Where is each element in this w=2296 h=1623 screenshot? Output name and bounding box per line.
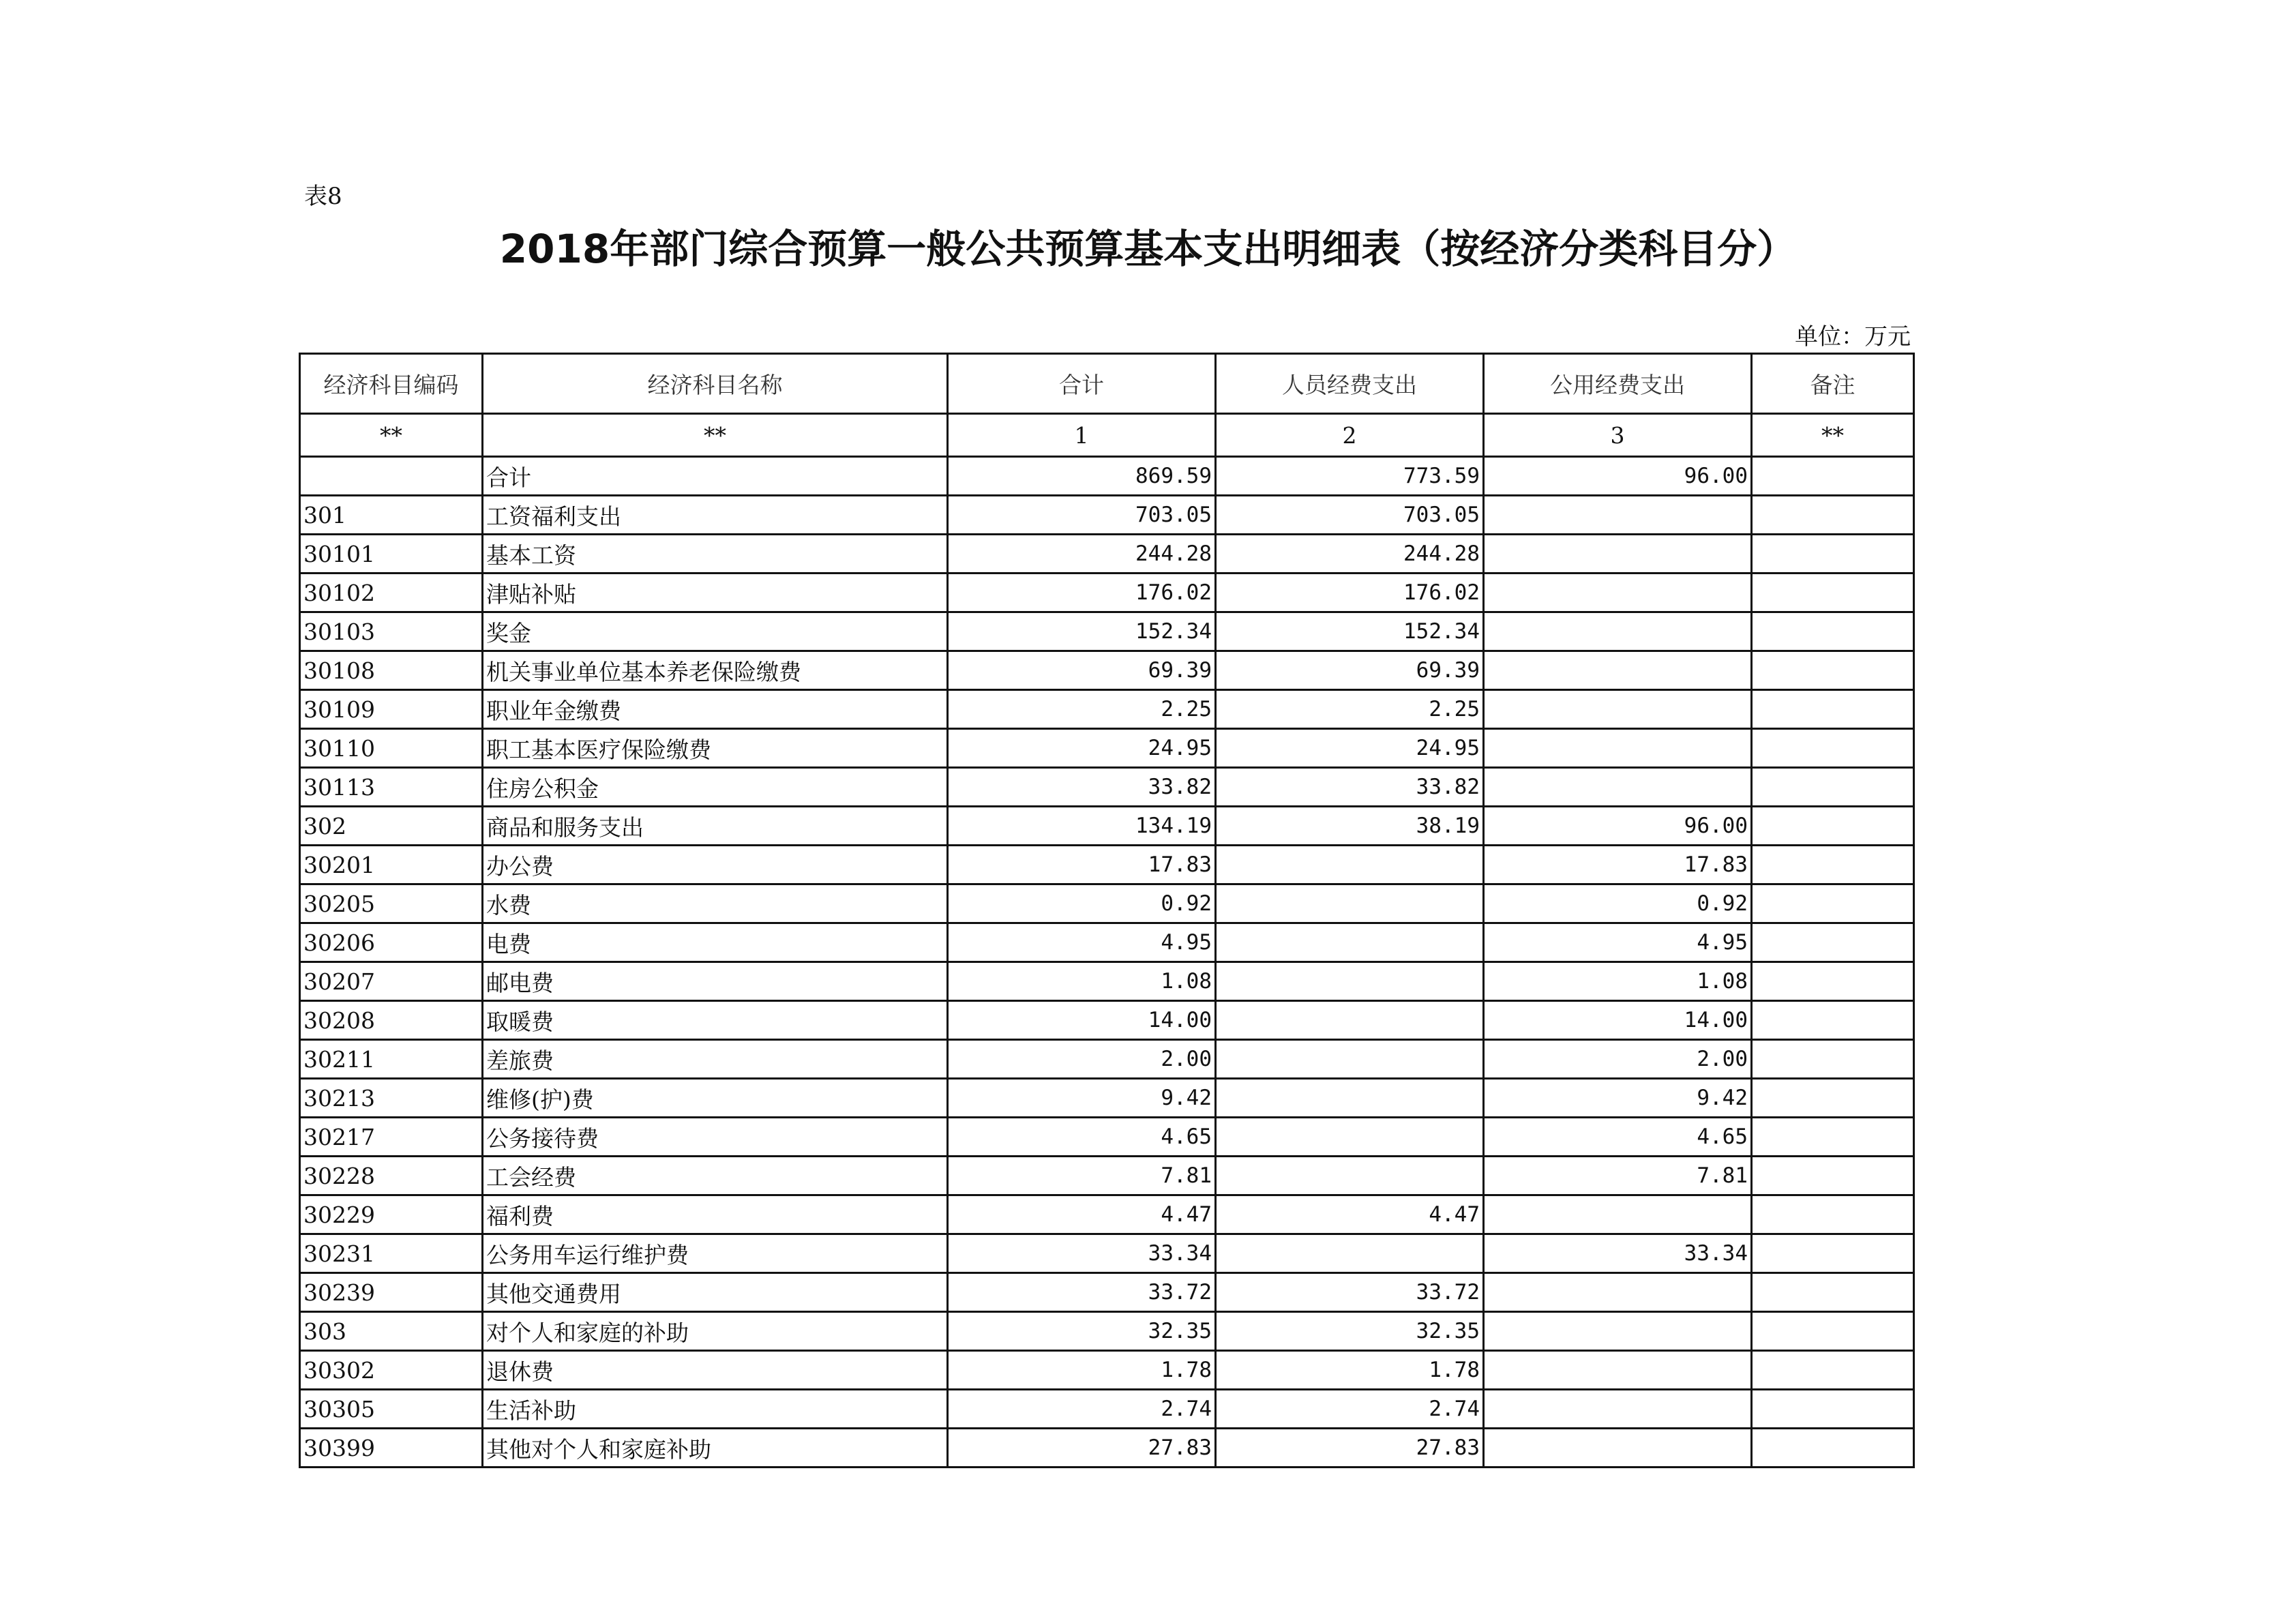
table-row bbox=[300, 807, 1914, 846]
cell-code: 30228 bbox=[300, 1157, 483, 1195]
cell-note bbox=[1752, 768, 1914, 807]
cell-total: 33.72 bbox=[948, 1273, 1216, 1312]
cell-name: 商品和服务支出 bbox=[483, 807, 948, 846]
cell-note bbox=[1752, 535, 1914, 574]
cell-total: 176.02 bbox=[948, 574, 1216, 612]
cell-total: 69.39 bbox=[948, 651, 1216, 690]
cell-personnel: 33.82 bbox=[1216, 768, 1484, 807]
cell-personnel bbox=[1216, 1079, 1484, 1118]
cell-public bbox=[1484, 1390, 1752, 1429]
cell-total: 2.74 bbox=[948, 1390, 1216, 1429]
cell-personnel: 38.19 bbox=[1216, 807, 1484, 846]
cell-note bbox=[1752, 807, 1914, 846]
cell-name: 生活补助 bbox=[483, 1390, 948, 1429]
index-cell: ** bbox=[300, 414, 483, 457]
cell-total: 9.42 bbox=[948, 1079, 1216, 1118]
table-row bbox=[300, 496, 1914, 535]
cell-public: 4.65 bbox=[1484, 1118, 1752, 1157]
cell-name: 机关事业单位基本养老保险缴费 bbox=[483, 651, 948, 690]
cell-note bbox=[1752, 1157, 1914, 1195]
cell-name: 邮电费 bbox=[483, 962, 948, 1001]
cell-total: 33.34 bbox=[948, 1234, 1216, 1273]
table-row bbox=[300, 1118, 1914, 1157]
cell-code: 30229 bbox=[300, 1195, 483, 1234]
cell-note bbox=[1752, 1234, 1914, 1273]
cell-public bbox=[1484, 1195, 1752, 1234]
cell-note bbox=[1752, 884, 1914, 923]
cell-note bbox=[1752, 1351, 1914, 1390]
index-cell: 2 bbox=[1216, 414, 1484, 457]
cell-name: 福利费 bbox=[483, 1195, 948, 1234]
header-public: 公用经费支出 bbox=[1484, 354, 1752, 414]
cell-total: 32.35 bbox=[948, 1312, 1216, 1351]
cell-code: 30109 bbox=[300, 690, 483, 729]
cell-note bbox=[1752, 1273, 1914, 1312]
index-cell: ** bbox=[1752, 414, 1914, 457]
cell-total: 869.59 bbox=[948, 457, 1216, 496]
table-row bbox=[300, 962, 1914, 1001]
table-row bbox=[300, 1001, 1914, 1040]
cell-total: 27.83 bbox=[948, 1429, 1216, 1468]
cell-personnel bbox=[1216, 1001, 1484, 1040]
cell-personnel: 33.72 bbox=[1216, 1273, 1484, 1312]
header-total: 合计 bbox=[948, 354, 1216, 414]
cell-personnel bbox=[1216, 962, 1484, 1001]
table-row bbox=[300, 846, 1914, 884]
cell-code: 30201 bbox=[300, 846, 483, 884]
cell-total: 244.28 bbox=[948, 535, 1216, 574]
cell-public: 2.00 bbox=[1484, 1040, 1752, 1079]
cell-personnel bbox=[1216, 846, 1484, 884]
table-row bbox=[300, 768, 1914, 807]
cell-public bbox=[1484, 496, 1752, 535]
cell-total: 4.65 bbox=[948, 1118, 1216, 1157]
cell-total: 2.00 bbox=[948, 1040, 1216, 1079]
cell-personnel: 703.05 bbox=[1216, 496, 1484, 535]
cell-code: 30206 bbox=[300, 923, 483, 962]
cell-personnel: 69.39 bbox=[1216, 651, 1484, 690]
cell-public: 96.00 bbox=[1484, 807, 1752, 846]
cell-public bbox=[1484, 729, 1752, 768]
cell-personnel: 1.78 bbox=[1216, 1351, 1484, 1390]
cell-code: 30305 bbox=[300, 1390, 483, 1429]
cell-name: 对个人和家庭的补助 bbox=[483, 1312, 948, 1351]
cell-code: 30213 bbox=[300, 1079, 483, 1118]
cell-name: 工会经费 bbox=[483, 1157, 948, 1195]
cell-public: 96.00 bbox=[1484, 457, 1752, 496]
cell-personnel: 773.59 bbox=[1216, 457, 1484, 496]
cell-personnel: 244.28 bbox=[1216, 535, 1484, 574]
cell-name: 工资福利支出 bbox=[483, 496, 948, 535]
cell-code: 301 bbox=[300, 496, 483, 535]
cell-public: 0.92 bbox=[1484, 884, 1752, 923]
cell-public: 7.81 bbox=[1484, 1157, 1752, 1195]
table-row bbox=[300, 1351, 1914, 1390]
unit-label: 单位：万元 bbox=[1795, 323, 1911, 351]
cell-total: 703.05 bbox=[948, 496, 1216, 535]
cell-code: 30103 bbox=[300, 612, 483, 651]
cell-code: 30113 bbox=[300, 768, 483, 807]
header-personnel: 人员经费支出 bbox=[1216, 354, 1484, 414]
cell-public bbox=[1484, 574, 1752, 612]
table-row bbox=[300, 1195, 1914, 1234]
cell-total: 17.83 bbox=[948, 846, 1216, 884]
table-label: 表8 bbox=[304, 183, 342, 210]
cell-code: 302 bbox=[300, 807, 483, 846]
cell-personnel: 152.34 bbox=[1216, 612, 1484, 651]
cell-note bbox=[1752, 962, 1914, 1001]
cell-name: 水费 bbox=[483, 884, 948, 923]
cell-total: 134.19 bbox=[948, 807, 1216, 846]
cell-name: 奖金 bbox=[483, 612, 948, 651]
table-row bbox=[300, 923, 1914, 962]
cell-personnel bbox=[1216, 1157, 1484, 1195]
cell-total: 4.47 bbox=[948, 1195, 1216, 1234]
table-row bbox=[300, 1079, 1914, 1118]
cell-name: 其他交通费用 bbox=[483, 1273, 948, 1312]
cell-personnel: 24.95 bbox=[1216, 729, 1484, 768]
cell-note bbox=[1752, 1195, 1914, 1234]
cell-note bbox=[1752, 846, 1914, 884]
cell-name: 其他对个人和家庭补助 bbox=[483, 1429, 948, 1468]
cell-code: 30239 bbox=[300, 1273, 483, 1312]
table-row bbox=[300, 457, 1914, 496]
cell-note bbox=[1752, 651, 1914, 690]
table-row bbox=[300, 1040, 1914, 1079]
cell-public bbox=[1484, 651, 1752, 690]
index-cell: ** bbox=[483, 414, 948, 457]
header-note: 备注 bbox=[1752, 354, 1914, 414]
cell-public bbox=[1484, 768, 1752, 807]
cell-personnel: 4.47 bbox=[1216, 1195, 1484, 1234]
cell-name: 职业年金缴费 bbox=[483, 690, 948, 729]
table-row bbox=[300, 1312, 1914, 1351]
cell-personnel: 2.25 bbox=[1216, 690, 1484, 729]
table-row bbox=[300, 1429, 1914, 1468]
index-cell: 1 bbox=[948, 414, 1216, 457]
cell-code: 30302 bbox=[300, 1351, 483, 1390]
header-name: 经济科目名称 bbox=[483, 354, 948, 414]
cell-total: 0.92 bbox=[948, 884, 1216, 923]
cell-note bbox=[1752, 1079, 1914, 1118]
table-row bbox=[300, 574, 1914, 612]
cell-code: 30217 bbox=[300, 1118, 483, 1157]
cell-personnel bbox=[1216, 1118, 1484, 1157]
table-row bbox=[300, 1273, 1914, 1312]
table-row bbox=[300, 1390, 1914, 1429]
index-cell: 3 bbox=[1484, 414, 1752, 457]
cell-code: 30102 bbox=[300, 574, 483, 612]
cell-public: 33.34 bbox=[1484, 1234, 1752, 1273]
cell-name: 公务用车运行维护费 bbox=[483, 1234, 948, 1273]
cell-total: 4.95 bbox=[948, 923, 1216, 962]
cell-note bbox=[1752, 496, 1914, 535]
cell-name: 公务接待费 bbox=[483, 1118, 948, 1157]
cell-name: 职工基本医疗保险缴费 bbox=[483, 729, 948, 768]
cell-note bbox=[1752, 1040, 1914, 1079]
cell-name: 取暖费 bbox=[483, 1001, 948, 1040]
cell-personnel: 27.83 bbox=[1216, 1429, 1484, 1468]
cell-personnel bbox=[1216, 1040, 1484, 1079]
cell-note bbox=[1752, 612, 1914, 651]
cell-code: 30101 bbox=[300, 535, 483, 574]
cell-note bbox=[1752, 690, 1914, 729]
index-row bbox=[300, 414, 1914, 457]
cell-code: 30208 bbox=[300, 1001, 483, 1040]
cell-code: 30110 bbox=[300, 729, 483, 768]
table-row bbox=[300, 1234, 1914, 1273]
cell-public: 14.00 bbox=[1484, 1001, 1752, 1040]
cell-code: 30207 bbox=[300, 962, 483, 1001]
cell-personnel: 176.02 bbox=[1216, 574, 1484, 612]
cell-total: 1.08 bbox=[948, 962, 1216, 1001]
cell-public: 4.95 bbox=[1484, 923, 1752, 962]
table-row bbox=[300, 651, 1914, 690]
cell-public: 17.83 bbox=[1484, 846, 1752, 884]
cell-total: 24.95 bbox=[948, 729, 1216, 768]
cell-public bbox=[1484, 690, 1752, 729]
cell-personnel bbox=[1216, 1234, 1484, 1273]
cell-total: 14.00 bbox=[948, 1001, 1216, 1040]
cell-note bbox=[1752, 1118, 1914, 1157]
cell-total: 2.25 bbox=[948, 690, 1216, 729]
table-row bbox=[300, 884, 1914, 923]
cell-total: 33.82 bbox=[948, 768, 1216, 807]
cell-note bbox=[1752, 729, 1914, 768]
table-row bbox=[300, 729, 1914, 768]
cell-personnel: 32.35 bbox=[1216, 1312, 1484, 1351]
cell-public: 9.42 bbox=[1484, 1079, 1752, 1118]
cell-name: 住房公积金 bbox=[483, 768, 948, 807]
cell-name: 办公费 bbox=[483, 846, 948, 884]
cell-personnel bbox=[1216, 884, 1484, 923]
cell-total: 1.78 bbox=[948, 1351, 1216, 1390]
cell-code: 30108 bbox=[300, 651, 483, 690]
cell-code bbox=[300, 457, 483, 496]
cell-note bbox=[1752, 1429, 1914, 1468]
cell-public: 1.08 bbox=[1484, 962, 1752, 1001]
table-row bbox=[300, 1157, 1914, 1195]
cell-code: 303 bbox=[300, 1312, 483, 1351]
cell-total: 7.81 bbox=[948, 1157, 1216, 1195]
cell-personnel bbox=[1216, 923, 1484, 962]
cell-total: 152.34 bbox=[948, 612, 1216, 651]
cell-name: 退休费 bbox=[483, 1351, 948, 1390]
cell-name: 合计 bbox=[483, 457, 948, 496]
cell-code: 30399 bbox=[300, 1429, 483, 1468]
header-code: 经济科目编码 bbox=[300, 354, 483, 414]
cell-note bbox=[1752, 1001, 1914, 1040]
cell-code: 30211 bbox=[300, 1040, 483, 1079]
header-row bbox=[300, 354, 1914, 414]
cell-code: 30205 bbox=[300, 884, 483, 923]
table-row bbox=[300, 535, 1914, 574]
cell-note bbox=[1752, 457, 1914, 496]
cell-public bbox=[1484, 535, 1752, 574]
table-body bbox=[300, 457, 1914, 1468]
cell-name: 电费 bbox=[483, 923, 948, 962]
cell-public bbox=[1484, 1273, 1752, 1312]
cell-name: 差旅费 bbox=[483, 1040, 948, 1079]
cell-public bbox=[1484, 1429, 1752, 1468]
table-row bbox=[300, 612, 1914, 651]
cell-public bbox=[1484, 1351, 1752, 1390]
cell-note bbox=[1752, 1390, 1914, 1429]
cell-code: 30231 bbox=[300, 1234, 483, 1273]
cell-note bbox=[1752, 1312, 1914, 1351]
cell-note bbox=[1752, 574, 1914, 612]
cell-name: 基本工资 bbox=[483, 535, 948, 574]
table-row bbox=[300, 690, 1914, 729]
cell-name: 维修(护)费 bbox=[483, 1079, 948, 1118]
cell-public bbox=[1484, 1312, 1752, 1351]
cell-name: 津贴补贴 bbox=[483, 574, 948, 612]
cell-note bbox=[1752, 923, 1914, 962]
cell-personnel: 2.74 bbox=[1216, 1390, 1484, 1429]
budget-table bbox=[299, 353, 1915, 1468]
cell-public bbox=[1484, 612, 1752, 651]
page-title: 2018年部门综合预算一般公共预算基本支出明细表（按经济分类科目分） bbox=[499, 226, 1797, 272]
